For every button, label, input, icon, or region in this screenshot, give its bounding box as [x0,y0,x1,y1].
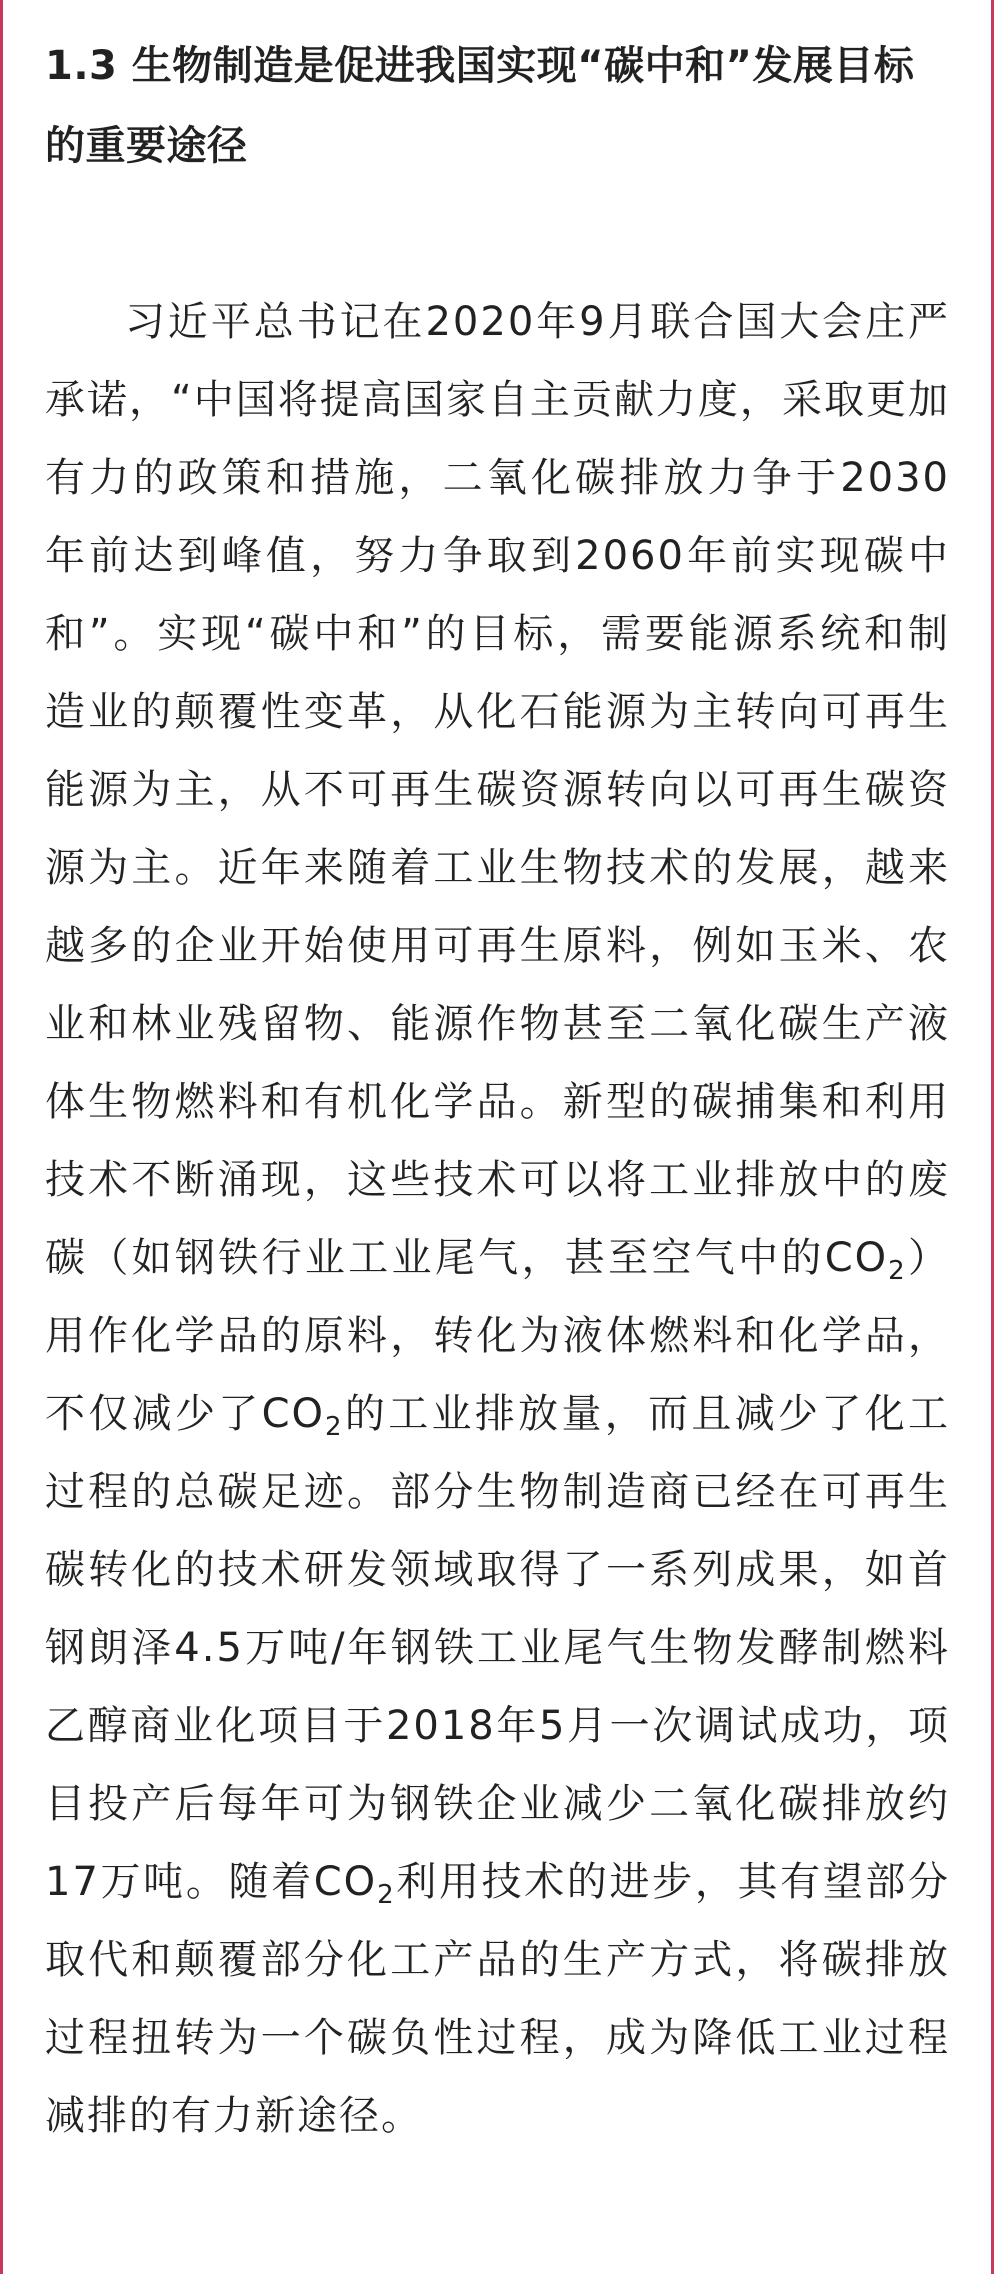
section-heading: 1.3 生物制造是促进我国实现“碳中和”发展目标的重要途径 [45,43,915,169]
co2-subscript-3: 2 [377,1880,396,1910]
paragraph-segment-1: 习近平总书记在2020年9月联合国大会庄严承诺，“中国将提高国家自主贡献力度，采取更加有力的政策和措施，二氧化碳排放力争于2030年前达到峰值，努力争取到2060年前实现碳中和”。实现“碳中和”的目标，需要能源系统和制造业的颠覆性变革，从化石能源为主转向可再生能源为主，从不可再生碳资源转向以可再生碳资源为主。近年来随着工业生物技术的发展，越来越多的企业开始使用可再生原料，例如玉米、农业和林业残留物、能源作物甚至二氧化碳生产液体生物燃料和有机化学品。新型的碳捕集和利用技术不断涌现，这些技术可以将工业排放中的废碳（如钢铁行业工业尾气，甚至空气中的CO [45,299,950,1281]
co2-subscript-2: 2 [325,1412,344,1442]
paragraph-segment-4: 利用技术的进步，其有望部分取代和颠覆部分化工产品的生产方式，将碳排放过程扭转为一个碳负性过程，成为降低工业过程减排的有力新途径。 [45,1859,951,2139]
paragraph-segment-2: ）用作化学品的原料，转化为液体燃料和化学品，不仅减少了CO [45,1235,951,1437]
left-border-line [0,0,3,2274]
co2-subscript-1: 2 [888,1256,907,1286]
article-body [45,0,950,2155]
paragraph-segment-3: 的工业排放量，而且减少了化工过程的总碳足迹。部分生物制造商已经在可再生碳转化的技术研发领域取得了一系列成果，如首钢朗泽4.5万吨/年钢铁工业尾气生物发酵制燃料乙醇商业化项目于2018年5月一次调试成功，项目投产后每年可为钢铁企业减少二氧化碳排放约17万吨。随着CO [45,1391,951,1905]
body-paragraph [45,283,950,2155]
